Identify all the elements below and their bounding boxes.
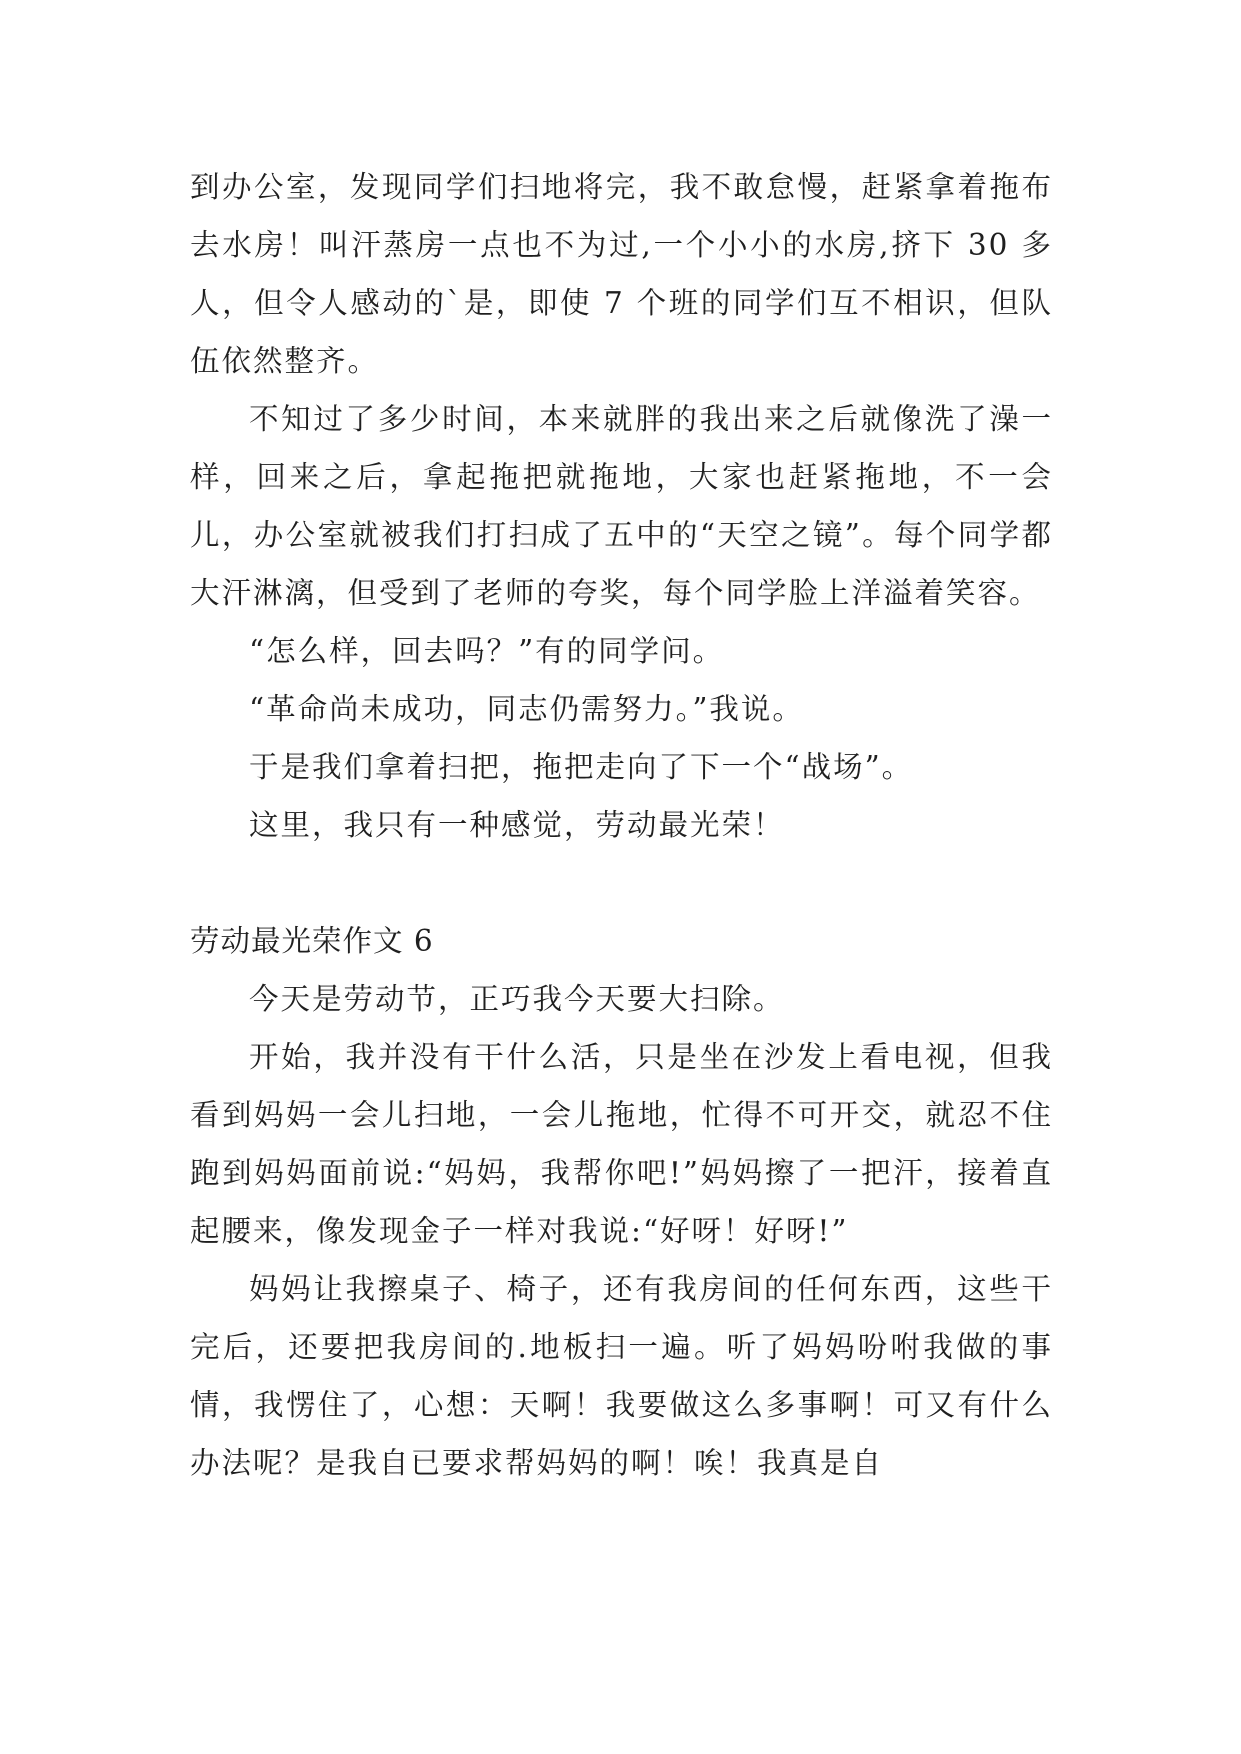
paragraph: 于是我们拿着扫把，拖把走向了下一个“战场”。 (249, 750, 914, 784)
paragraph: 不知过了多少时间，本来就胖的我出来之后就像洗了澡一样，回来之后，拿起拖把就拖地，大家也赶紧拖地，不一会儿，办公室就被我们打扫成了五中的“天空之镜”。每个同学都大汗淋漓，但受到了老师的夸奖，每个同学脸上洋溢着笑容。 (190, 402, 1053, 610)
paragraph: 妈妈让我擦桌子、椅子，还有我房间的任何东西，这些干完后，还要把我房间的.地板扫一遍。听了妈妈吩咐我做的事情，我愣住了，心想：天啊！我要做这么多事啊！可又有什么办法呢？是我自已要求帮妈妈的啊！唉！我真是自 (190, 1272, 1053, 1480)
section-title: 劳动最光荣作文 6 (190, 924, 434, 958)
document-page (190, 158, 1053, 1492)
paragraph-dialogue: “怎么样，回去吗？”有的同学问。 (249, 634, 725, 668)
paragraph: 这里，我只有一种感觉，劳动最光荣！ (249, 808, 785, 842)
paragraph: 今天是劳动节，正巧我今天要大扫除。 (249, 982, 785, 1016)
paragraph-dialogue: “革命尚未成功，同志仍需努力。”我说。 (249, 692, 804, 726)
paragraph-continued: 到办公室，发现同学们扫地将完，我不敢怠慢，赶紧拿着拖布去水房！叫汗蒸房一点也不为过,一个小小的水房,挤下 30 多人，但令人感动的`是，即使 7 个班的同学们互不相识，但队伍依然整齐。 (190, 170, 1053, 378)
paragraph: 开始，我并没有干什么活，只是坐在沙发上看电视，但我看到妈妈一会儿扫地，一会儿拖地，忙得不可开交，就忍不住跑到妈妈面前说:“妈妈，我帮你吧!”妈妈擦了一把汗，接着直起腰来，像发现金子一样对我说:“好呀！好呀!” (190, 1040, 1053, 1248)
